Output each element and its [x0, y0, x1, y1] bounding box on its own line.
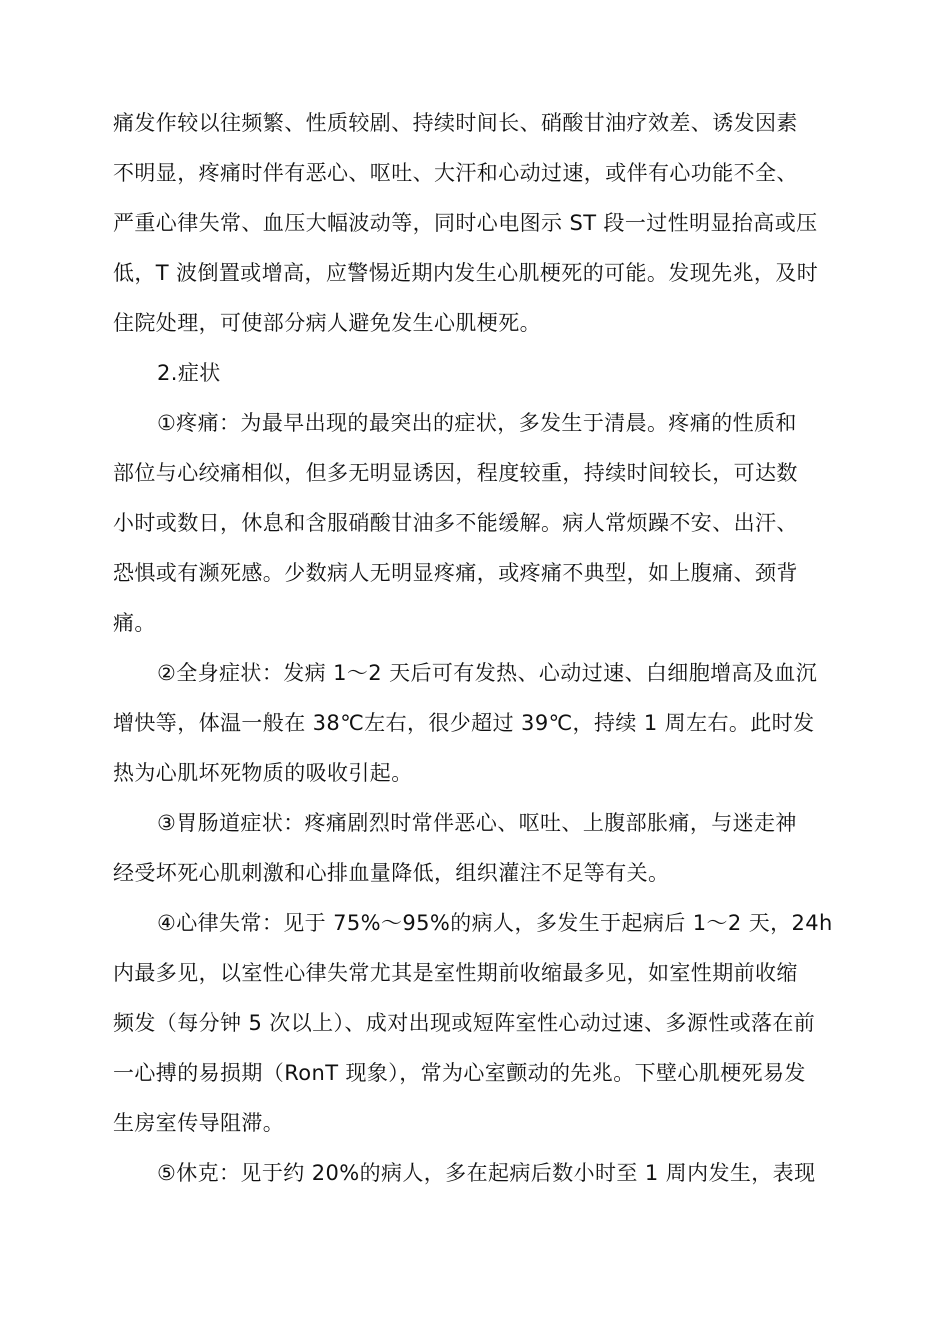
text-line: 部位与心绞痛相似，但多无明显诱因，程度较重，持续时间较长，可达数 — [113, 461, 798, 485]
text-line: ②全身症状：发病 1～2 天后可有发热、心动过速、白细胞增高及血沉 — [157, 661, 818, 685]
text-line: ③胃肠道症状：疼痛剧烈时常伴恶心、呕吐、上腹部胀痛，与迷走神 — [157, 811, 797, 835]
text-line: 严重心律失常、血压大幅波动等，同时心电图示 ST 段一过性明显抬高或压 — [113, 211, 818, 235]
text-line: 内最多见，以室性心律失常尤其是室性期前收缩最多见，如室性期前收缩 — [113, 961, 798, 985]
text-line: 痛。 — [113, 611, 156, 635]
section-heading: 2.症状 — [157, 361, 221, 385]
text-line: ⑤休克：见于约 20%的病人，多在起病后数小时至 1 周内发生，表现 — [157, 1161, 816, 1185]
text-line: 住院处理，可使部分病人避免发生心肌梗死。 — [113, 311, 541, 335]
text-line: 经受坏死心肌刺激和心排血量降低，组织灌注不足等有关。 — [113, 861, 670, 885]
text-line: 热为心肌坏死物质的吸收引起。 — [113, 761, 413, 785]
text-line: ④心律失常：见于 75%～95%的病人，多发生于起病后 1～2 天，24h — [157, 911, 833, 935]
text-line: 增快等，体温一般在 38℃左右，很少超过 39℃，持续 1 周左右。此时发 — [113, 711, 815, 735]
text-line: 低，T 波倒置或增高，应警惕近期内发生心肌梗死的可能。发现先兆，及时 — [113, 261, 819, 285]
text-line: 频发（每分钟 5 次以上）、成对出现或短阵室性心动过速、多源性或落在前 — [113, 1011, 816, 1035]
text-line: 恐惧或有濒死感。少数病人无明显疼痛，或疼痛不典型，如上腹痛、颈背 — [113, 561, 798, 585]
text-line: 不明显，疼痛时伴有恶心、呕吐、大汗和心动过速，或伴有心功能不全、 — [113, 161, 798, 185]
text-line: 一心搏的易损期（RonT 现象），常为心室颤动的先兆。下壁心肌梗死易发 — [113, 1061, 806, 1085]
text-line: 小时或数日，休息和含服硝酸甘油多不能缓解。病人常烦躁不安、出汗、 — [113, 511, 798, 535]
text-line: 痛发作较以往频繁、性质较剧、持续时间长、硝酸甘油疗效差、诱发因素 — [113, 111, 798, 135]
text-line: ①疼痛：为最早出现的最突出的症状，多发生于清晨。疼痛的性质和 — [157, 411, 797, 435]
text-line: 生房室传导阻滞。 — [113, 1111, 285, 1135]
